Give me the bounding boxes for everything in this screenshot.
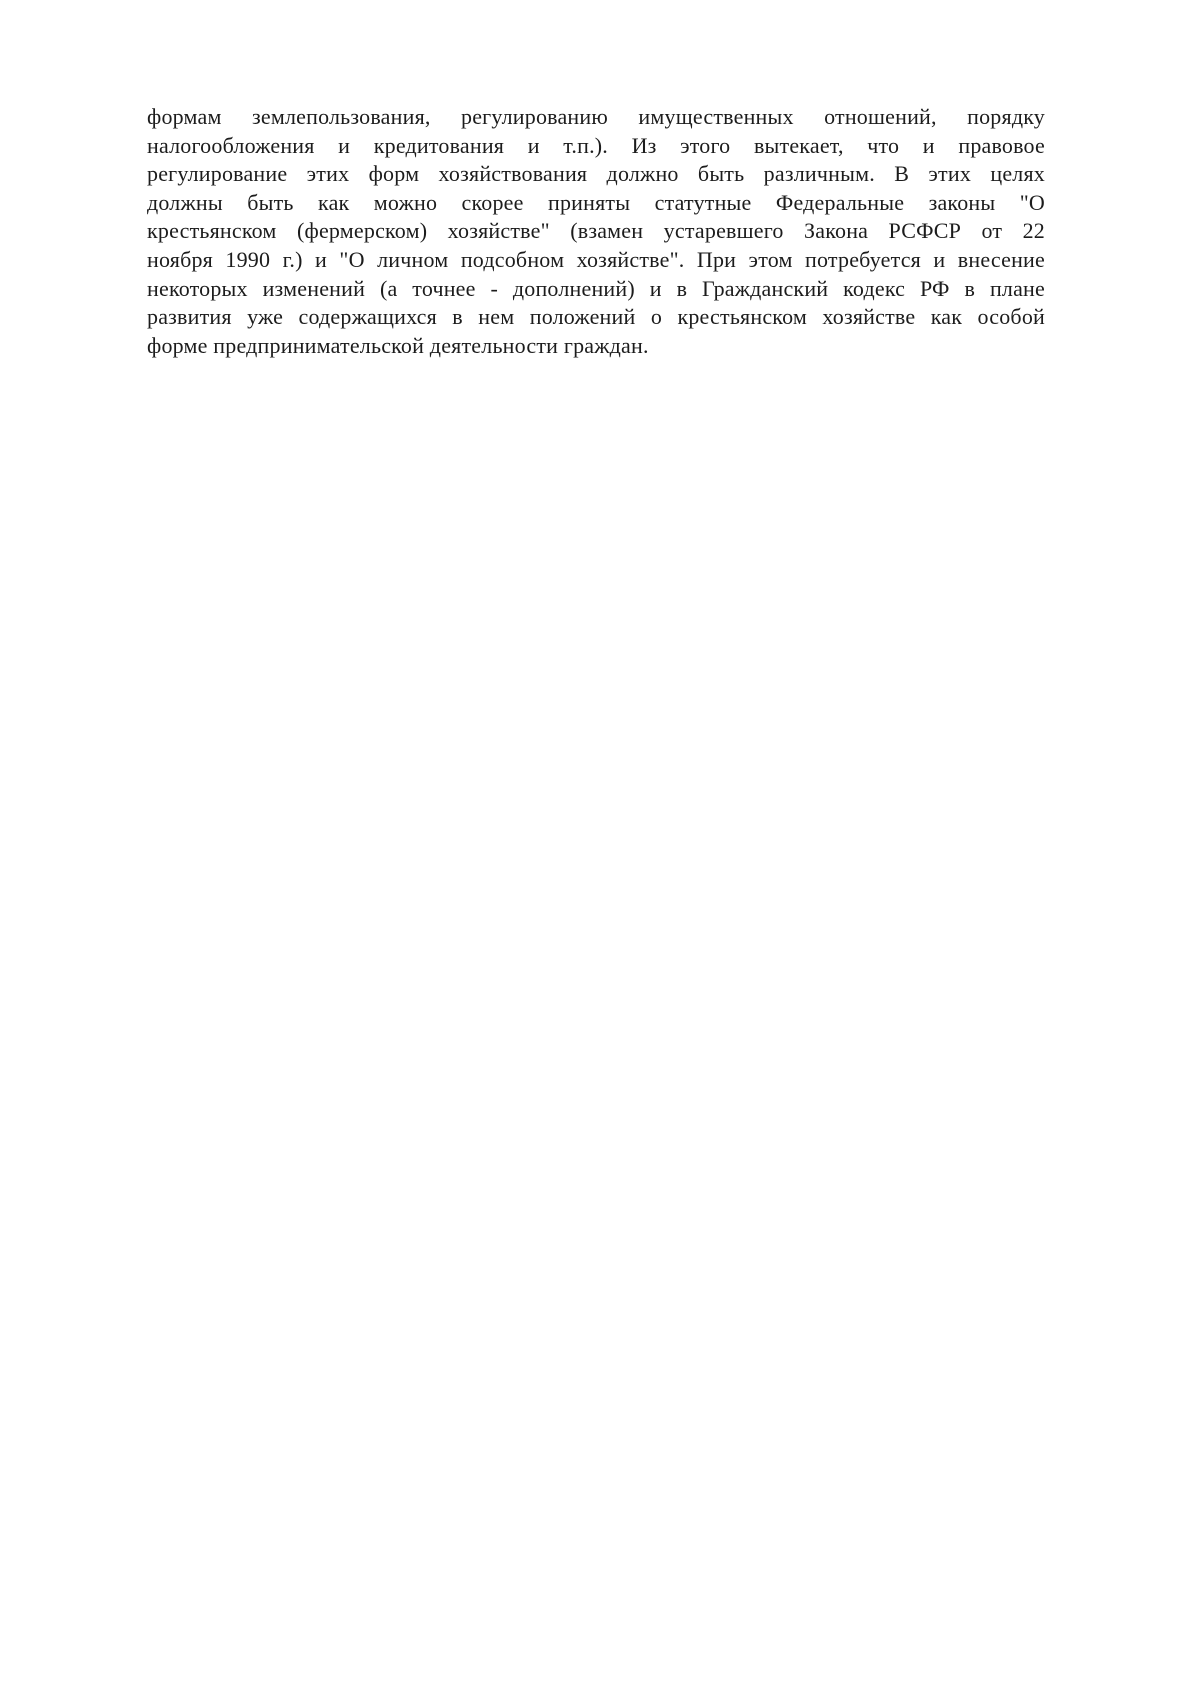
paragraph-line: некоторых изменений (а точнее - дополнений) и в Гражданский кодекс РФ в плане <box>147 275 1045 301</box>
paragraph-line: крестьянском (фермерском) хозяйстве" (взамен устаревшего Закона РСФСР от 22 <box>147 218 1045 244</box>
paragraph-line: должны быть как можно скорее приняты статутные Федеральные законы "О <box>147 189 1045 215</box>
paragraph-line: развития уже содержащихся в нем положений о крестьянском хозяйстве как особой <box>147 304 1045 330</box>
paragraph-line: регулирование этих форм хозяйствования должно быть различным. В этих целях <box>147 161 1045 187</box>
paragraph-line: форме предпринимательской деятельности граждан. <box>147 332 649 358</box>
paragraph-line: ноября 1990 г.) и "О личном подсобном хозяйстве". При этом потребуется и внесение <box>147 246 1045 272</box>
paragraph-line: формам землепользования, регулированию имущественных отношений, порядку <box>147 104 1045 129</box>
paragraph <box>147 103 1045 360</box>
paragraph-line: налогообложения и кредитования и т.п.). Из этого вытекает, что и правовое <box>147 132 1045 158</box>
